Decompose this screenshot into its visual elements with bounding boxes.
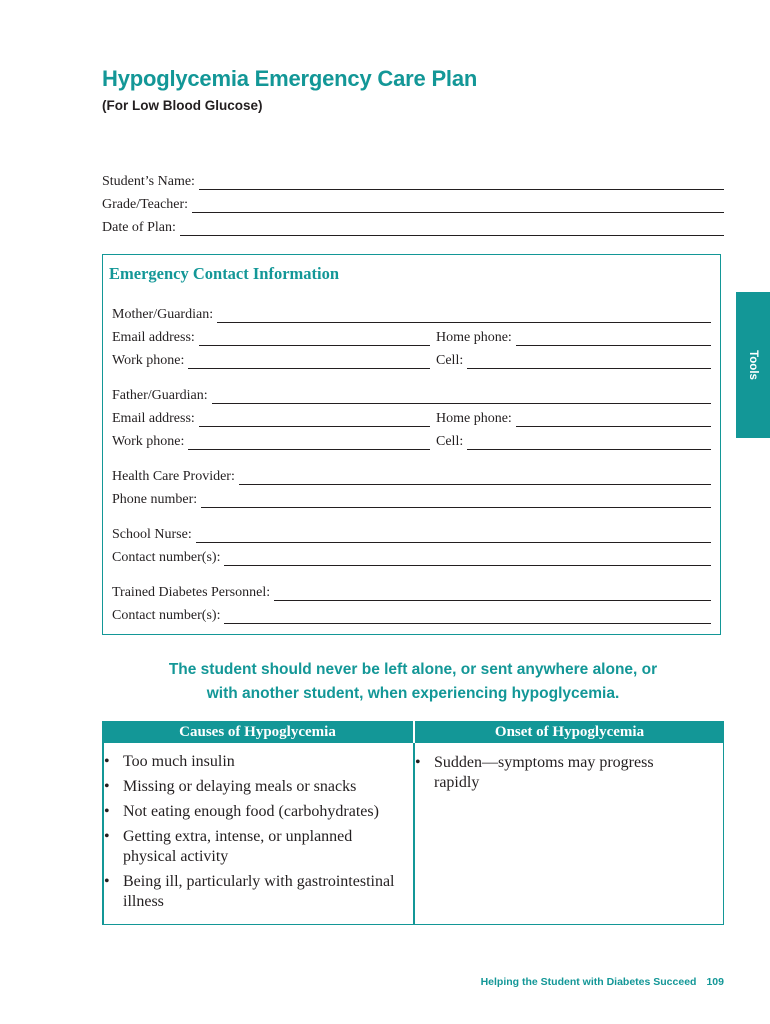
personnel-contact-label: Contact number(s):: [112, 608, 221, 623]
school-nurse-field: [112, 525, 711, 543]
list-item: • Getting extra, intense, or unplanned physical activity: [103, 827, 408, 867]
list-item: • Being ill, particularly with gastrointestinal illness: [103, 872, 408, 912]
father-work-phone-label: Work phone:: [112, 434, 185, 449]
father-cell-field: [436, 432, 711, 450]
father-home-phone-line[interactable]: [516, 414, 711, 427]
date-of-plan-field: [102, 218, 724, 236]
list-item: • Too much insulin: [103, 752, 408, 772]
mother-work-phone-line[interactable]: [188, 356, 430, 369]
warning-line-1: The student should never be left alone, or sent anywhere alone, or: [168, 661, 658, 678]
school-nurse-line[interactable]: [196, 530, 711, 543]
warning-message: [102, 658, 724, 706]
mother-work-phone-label: Work phone:: [112, 353, 185, 368]
list-item: • Missing or delaying meals or snacks: [103, 777, 408, 797]
health-care-provider-label: Health Care Provider:: [112, 469, 235, 484]
table-right-border: [723, 743, 725, 924]
list-item: • Not eating enough food (carbohydrates): [103, 802, 408, 822]
student-name-label: Student’s Name:: [102, 174, 195, 189]
nurse-contact-line[interactable]: [224, 553, 711, 566]
father-email-field: [112, 409, 430, 427]
school-nurse-label: School Nurse:: [112, 527, 192, 542]
father-home-phone-label: Home phone:: [436, 411, 512, 426]
personnel-contact-line[interactable]: [224, 611, 711, 624]
mother-email-label: Email address:: [112, 330, 195, 345]
date-of-plan-label: Date of Plan:: [102, 220, 176, 235]
father-cell-label: Cell:: [436, 434, 464, 449]
father-guardian-line[interactable]: [212, 391, 711, 404]
warning-line-2: with another student, when experiencing hypoglycemia.: [206, 685, 620, 702]
mother-guardian-label: Mother/Guardian:: [112, 307, 214, 322]
mother-home-phone-field: [436, 328, 711, 346]
provider-phone-label: Phone number:: [112, 492, 198, 507]
date-of-plan-line[interactable]: [180, 223, 724, 236]
footer-text: Helping the Student with Diabetes Succeed: [480, 976, 697, 988]
mother-home-phone-line[interactable]: [516, 333, 711, 346]
nurse-contact-label: Contact number(s):: [112, 550, 221, 565]
mother-cell-line[interactable]: [467, 356, 711, 369]
father-email-label: Email address:: [112, 411, 195, 426]
father-work-phone-line[interactable]: [188, 437, 430, 450]
student-name-line[interactable]: [199, 177, 724, 190]
grade-teacher-line[interactable]: [192, 200, 724, 213]
personnel-contact-field: [112, 606, 711, 624]
mother-email-field: [112, 328, 430, 346]
page-number: 109: [706, 976, 724, 988]
trained-personnel-label: Trained Diabetes Personnel:: [112, 585, 271, 600]
health-care-provider-line[interactable]: [239, 472, 711, 485]
grade-teacher-field: [102, 195, 724, 213]
onset-header: Onset of Hypoglycemia: [415, 721, 724, 743]
mother-email-line[interactable]: [199, 333, 430, 346]
father-guardian-field: [112, 386, 711, 404]
provider-phone-line[interactable]: [201, 495, 711, 508]
page-title: Hypoglycemia Emergency Care Plan: [102, 66, 478, 91]
trained-personnel-field: [112, 583, 711, 601]
page-footer: [0, 976, 724, 988]
provider-phone-field: [112, 490, 711, 508]
tools-tab-label: Tools: [747, 350, 759, 380]
list-item: • Sudden—symptoms may progress rapidly: [414, 753, 684, 793]
trained-personnel-line[interactable]: [274, 588, 711, 601]
page-subtitle: (For Low Blood Glucose): [102, 98, 263, 113]
emergency-contact-title: Emergency Contact Information: [109, 264, 340, 283]
grade-teacher-label: Grade/Teacher:: [102, 197, 189, 212]
causes-header: Causes of Hypoglycemia: [102, 721, 413, 743]
nurse-contact-field: [112, 548, 711, 566]
causes-list: [103, 752, 408, 917]
tools-side-tab: [736, 292, 770, 438]
father-cell-line[interactable]: [467, 437, 711, 450]
health-care-provider-field: [112, 467, 711, 485]
mother-work-phone-field: [112, 351, 430, 369]
hypoglycemia-table: [102, 721, 724, 925]
onset-list: [414, 753, 684, 798]
mother-cell-label: Cell:: [436, 353, 464, 368]
mother-guardian-field: [112, 305, 711, 323]
mother-guardian-line[interactable]: [217, 310, 711, 323]
mother-cell-field: [436, 351, 711, 369]
father-home-phone-field: [436, 409, 711, 427]
father-guardian-label: Father/Guardian:: [112, 388, 208, 403]
mother-home-phone-label: Home phone:: [436, 330, 512, 345]
father-work-phone-field: [112, 432, 430, 450]
student-name-field: [102, 172, 724, 190]
father-email-line[interactable]: [199, 414, 430, 427]
